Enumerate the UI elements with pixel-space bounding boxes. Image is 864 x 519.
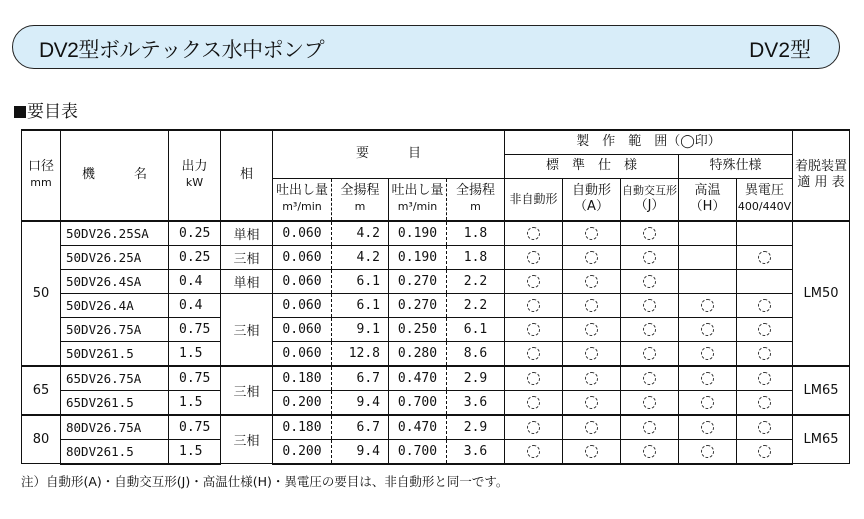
- circle-mark-icon: [585, 251, 598, 264]
- alt-mark-cell: [621, 221, 679, 246]
- model-series: DV2型: [749, 39, 811, 62]
- bore-cell: 50: [22, 221, 61, 366]
- discharge-1-cell: 0.060: [273, 245, 332, 269]
- circle-mark-icon: [527, 421, 540, 434]
- head-2-cell: 6.1: [447, 317, 505, 341]
- header-auto: 自動形 （A）: [563, 179, 621, 221]
- table-row: [22, 390, 850, 415]
- discharge-2-cell: 0.190: [389, 221, 447, 246]
- output-cell: 0.75: [169, 415, 221, 440]
- circle-mark-icon: [701, 396, 714, 409]
- circle-mark-icon: [758, 445, 771, 458]
- circle-mark-icon: [585, 227, 598, 240]
- circle-mark-icon: [701, 299, 714, 312]
- non-auto-mark-cell: [505, 269, 563, 293]
- section-title: 要目表: [27, 102, 78, 122]
- fitting-cell: LM65: [793, 415, 850, 464]
- non-auto-mark-cell: [505, 415, 563, 440]
- hightemp-mark-cell: [679, 245, 737, 269]
- header-fitting: 着脱装置 適 用 表: [793, 130, 850, 221]
- output-cell: 0.4: [169, 269, 221, 293]
- voltage-mark-cell: [737, 221, 793, 246]
- auto-mark-cell: [563, 245, 621, 269]
- non-auto-mark-cell: [505, 245, 563, 269]
- auto-mark-cell: [563, 269, 621, 293]
- circle-mark-icon: [701, 323, 714, 336]
- circle-mark-icon: [701, 372, 714, 385]
- non-auto-mark-cell: [505, 341, 563, 366]
- header-voltage: 異電圧 400/440V: [737, 179, 793, 221]
- header-head-1: 全揚程 m: [332, 179, 389, 221]
- circle-mark-icon: [701, 421, 714, 434]
- discharge-1-cell: 0.060: [273, 221, 332, 246]
- non-auto-mark-cell: [505, 221, 563, 246]
- head-1-cell: 6.1: [332, 269, 389, 293]
- model-cell: 80DV26.75A: [61, 415, 169, 440]
- circle-mark-icon: [701, 445, 714, 458]
- table-row: [22, 317, 850, 341]
- discharge-2-cell: 0.470: [389, 366, 447, 391]
- discharge-1-cell: 0.180: [273, 366, 332, 391]
- square-bullet-icon: [14, 106, 26, 118]
- circle-mark-icon: [643, 251, 656, 264]
- circle-mark-icon: [527, 347, 540, 360]
- model-cell: 50DV26.4SA: [61, 269, 169, 293]
- alt-mark-cell: [621, 269, 679, 293]
- voltage-mark-cell: [737, 390, 793, 415]
- header-discharge-1: 吐出し量 m³/min: [273, 179, 332, 221]
- circle-mark-icon: [527, 396, 540, 409]
- head-1-cell: 9.4: [332, 439, 389, 464]
- spec-table: [21, 129, 850, 465]
- alt-mark-cell: [621, 439, 679, 464]
- header-specs: 要 目: [273, 130, 505, 179]
- phase-cell: 単相: [221, 221, 273, 246]
- circle-mark-icon: [758, 323, 771, 336]
- circle-mark-icon: [527, 275, 540, 288]
- header-range: 製 作 範 囲（◯印）: [505, 130, 793, 155]
- discharge-1-cell: 0.060: [273, 269, 332, 293]
- hightemp-mark-cell: [679, 221, 737, 246]
- header-special: 特殊仕様: [679, 155, 793, 179]
- discharge-1-cell: 0.060: [273, 317, 332, 341]
- model-cell: 50DV26.25SA: [61, 221, 169, 246]
- phase-cell: 三相: [221, 245, 273, 269]
- output-cell: 0.25: [169, 221, 221, 246]
- circle-mark-icon: [643, 372, 656, 385]
- section-heading: [14, 97, 78, 122]
- non-auto-mark-cell: [505, 439, 563, 464]
- head-2-cell: 3.6: [447, 439, 505, 464]
- table-row: [22, 293, 850, 317]
- discharge-2-cell: 0.470: [389, 415, 447, 440]
- auto-mark-cell: [563, 341, 621, 366]
- page-title: DV2型ボルテックス水中ポンプ: [39, 39, 325, 62]
- output-cell: 1.5: [169, 390, 221, 415]
- spec-table-body: [22, 221, 850, 464]
- model-cell: 65DV261.5: [61, 390, 169, 415]
- voltage-mark-cell: [737, 366, 793, 391]
- footnote: 注）自動形(A)・自動交互形(J)・高温仕様(H)・異電圧の要目は、非自動形と同一です。: [21, 474, 509, 489]
- circle-mark-icon: [758, 347, 771, 360]
- bore-cell: 65: [22, 366, 61, 415]
- model-cell: 80DV261.5: [61, 439, 169, 464]
- circle-mark-icon: [585, 421, 598, 434]
- header-hightemp: 高温 （H）: [679, 179, 737, 221]
- circle-mark-icon: [527, 445, 540, 458]
- discharge-1-cell: 0.180: [273, 415, 332, 440]
- head-1-cell: 12.8: [332, 341, 389, 366]
- auto-mark-cell: [563, 366, 621, 391]
- head-2-cell: 2.2: [447, 293, 505, 317]
- discharge-2-cell: 0.700: [389, 390, 447, 415]
- alt-mark-cell: [621, 415, 679, 440]
- discharge-2-cell: 0.700: [389, 439, 447, 464]
- non-auto-mark-cell: [505, 317, 563, 341]
- discharge-1-cell: 0.060: [273, 341, 332, 366]
- head-2-cell: 1.8: [447, 245, 505, 269]
- circle-mark-icon: [527, 372, 540, 385]
- auto-mark-cell: [563, 390, 621, 415]
- head-1-cell: 9.1: [332, 317, 389, 341]
- discharge-2-cell: 0.280: [389, 341, 447, 366]
- voltage-mark-cell: [737, 269, 793, 293]
- circle-mark-icon: [585, 347, 598, 360]
- voltage-mark-cell: [737, 245, 793, 269]
- voltage-mark-cell: [737, 317, 793, 341]
- hightemp-mark-cell: [679, 293, 737, 317]
- circle-mark-icon: [758, 421, 771, 434]
- table-row: [22, 415, 850, 440]
- circle-mark-icon: [643, 445, 656, 458]
- output-cell: 1.5: [169, 439, 221, 464]
- header-head-2: 全揚程 m: [447, 179, 505, 221]
- auto-mark-cell: [563, 439, 621, 464]
- table-row: [22, 269, 850, 293]
- discharge-1-cell: 0.200: [273, 390, 332, 415]
- model-cell: 65DV26.75A: [61, 366, 169, 391]
- head-2-cell: 1.8: [447, 221, 505, 246]
- fitting-cell: LM50: [793, 221, 850, 366]
- hightemp-mark-cell: [679, 390, 737, 415]
- discharge-2-cell: 0.190: [389, 245, 447, 269]
- circle-mark-icon: [585, 299, 598, 312]
- alt-mark-cell: [621, 245, 679, 269]
- alt-mark-cell: [621, 390, 679, 415]
- output-cell: 0.75: [169, 366, 221, 391]
- head-2-cell: 2.2: [447, 269, 505, 293]
- phase-cell: 三相: [221, 366, 273, 415]
- head-2-cell: 2.9: [447, 366, 505, 391]
- circle-mark-icon: [643, 396, 656, 409]
- alt-mark-cell: [621, 293, 679, 317]
- output-cell: 0.75: [169, 317, 221, 341]
- circle-mark-icon: [527, 299, 540, 312]
- discharge-1-cell: 0.200: [273, 439, 332, 464]
- fitting-cell: LM65: [793, 366, 850, 415]
- head-1-cell: 4.2: [332, 221, 389, 246]
- model-cell: 50DV26.25A: [61, 245, 169, 269]
- head-1-cell: 4.2: [332, 245, 389, 269]
- non-auto-mark-cell: [505, 293, 563, 317]
- circle-mark-icon: [585, 323, 598, 336]
- output-cell: 1.5: [169, 341, 221, 366]
- circle-mark-icon: [758, 251, 771, 264]
- voltage-mark-cell: [737, 415, 793, 440]
- circle-mark-icon: [643, 421, 656, 434]
- alt-mark-cell: [621, 341, 679, 366]
- header-phase: 相: [221, 130, 273, 221]
- model-cell: 50DV261.5: [61, 341, 169, 366]
- phase-cell: 単相: [221, 269, 273, 293]
- auto-mark-cell: [563, 317, 621, 341]
- circle-mark-icon: [585, 275, 598, 288]
- circle-mark-icon: [643, 299, 656, 312]
- alt-mark-cell: [621, 366, 679, 391]
- head-2-cell: 2.9: [447, 415, 505, 440]
- discharge-2-cell: 0.250: [389, 317, 447, 341]
- header-discharge-2: 吐出し量 m³/min: [389, 179, 447, 221]
- voltage-mark-cell: [737, 341, 793, 366]
- hightemp-mark-cell: [679, 366, 737, 391]
- alt-mark-cell: [621, 317, 679, 341]
- hightemp-mark-cell: [679, 341, 737, 366]
- discharge-2-cell: 0.270: [389, 293, 447, 317]
- discharge-1-cell: 0.060: [273, 293, 332, 317]
- hightemp-mark-cell: [679, 415, 737, 440]
- circle-mark-icon: [643, 323, 656, 336]
- output-cell: 0.25: [169, 245, 221, 269]
- circle-mark-icon: [701, 347, 714, 360]
- header-bore: 口径 mm: [22, 130, 61, 221]
- voltage-mark-cell: [737, 293, 793, 317]
- circle-mark-icon: [585, 372, 598, 385]
- header-alt: 自動交互形 （J）: [621, 179, 679, 221]
- header-standard: 標 準 仕 様: [505, 155, 679, 179]
- table-row: [22, 245, 850, 269]
- header-output: 出力 kW: [169, 130, 221, 221]
- header-non-auto: 非自動形: [505, 179, 563, 221]
- head-1-cell: 6.7: [332, 415, 389, 440]
- head-1-cell: 9.4: [332, 390, 389, 415]
- hightemp-mark-cell: [679, 269, 737, 293]
- circle-mark-icon: [585, 396, 598, 409]
- header-model: 機 名: [61, 130, 169, 221]
- circle-mark-icon: [527, 323, 540, 336]
- bore-cell: 80: [22, 415, 61, 464]
- hightemp-mark-cell: [679, 317, 737, 341]
- circle-mark-icon: [585, 445, 598, 458]
- head-2-cell: 3.6: [447, 390, 505, 415]
- head-2-cell: 8.6: [447, 341, 505, 366]
- hightemp-mark-cell: [679, 439, 737, 464]
- auto-mark-cell: [563, 221, 621, 246]
- table-row: [22, 366, 850, 391]
- model-cell: 50DV26.4A: [61, 293, 169, 317]
- circle-mark-icon: [643, 227, 656, 240]
- circle-mark-icon: [758, 396, 771, 409]
- circle-mark-icon: [527, 227, 540, 240]
- model-cell: 50DV26.75A: [61, 317, 169, 341]
- table-row: [22, 439, 850, 464]
- phase-cell: 三相: [221, 415, 273, 464]
- output-cell: 0.4: [169, 293, 221, 317]
- phase-cell: 三相: [221, 293, 273, 366]
- table-row: [22, 221, 850, 246]
- table-row: [22, 341, 850, 366]
- circle-mark-icon: [758, 372, 771, 385]
- title-bar: [12, 25, 840, 69]
- auto-mark-cell: [563, 293, 621, 317]
- circle-mark-icon: [758, 299, 771, 312]
- circle-mark-icon: [643, 347, 656, 360]
- non-auto-mark-cell: [505, 366, 563, 391]
- voltage-mark-cell: [737, 439, 793, 464]
- auto-mark-cell: [563, 415, 621, 440]
- head-1-cell: 6.1: [332, 293, 389, 317]
- circle-mark-icon: [527, 251, 540, 264]
- circle-mark-icon: [643, 275, 656, 288]
- head-1-cell: 6.7: [332, 366, 389, 391]
- discharge-2-cell: 0.270: [389, 269, 447, 293]
- non-auto-mark-cell: [505, 390, 563, 415]
